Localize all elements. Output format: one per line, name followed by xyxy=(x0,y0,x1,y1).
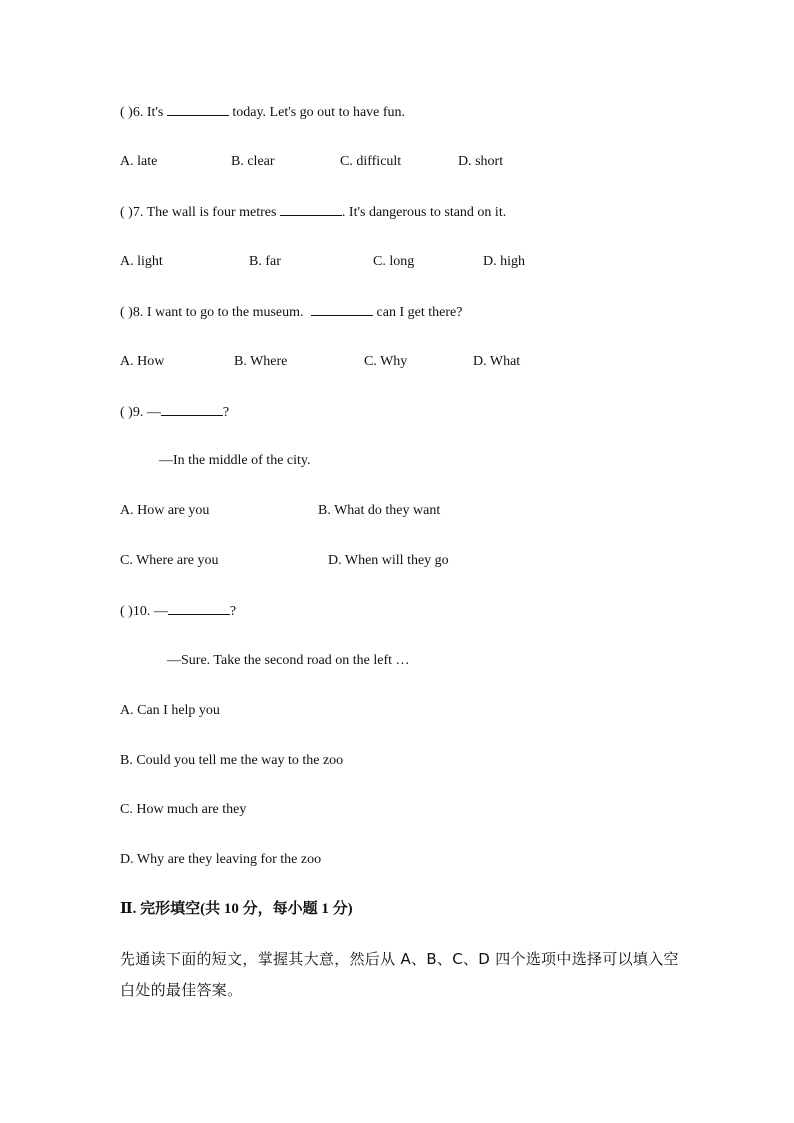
option-b: B. far xyxy=(249,254,281,269)
question-6-stem-end: today. Let's go out to have fun. xyxy=(232,105,406,120)
question-9 xyxy=(120,403,229,422)
question-10-stem: ( )10. — xyxy=(120,604,168,619)
question-8-stem-end: can I get there? xyxy=(376,305,463,320)
option-d: D. Why are they leaving for the zoo xyxy=(120,852,322,867)
question-9-reply: —In the middle of the city. xyxy=(159,453,311,468)
option-a: A. Can I help you xyxy=(120,703,220,718)
option-d: D. high xyxy=(483,254,525,269)
option-b: B. What do they want xyxy=(318,503,441,518)
section-heading: Ⅱ. 完形填空(共 10 分，每小题 1 分) xyxy=(120,901,353,917)
question-7-stem-end: . It's dangerous to stand on it. xyxy=(341,205,507,220)
option-a: A. light xyxy=(120,254,163,269)
answer-blank xyxy=(168,602,230,615)
option-d: D. What xyxy=(473,354,521,369)
section-instruction: 先通读下面的短文，掌握其大意，然后从 A、B、C、D 四个选项中选择可以填入空白处的最佳答案。 xyxy=(120,950,679,999)
question-9-stem: ( )9. — xyxy=(120,405,161,420)
question-10 xyxy=(120,602,236,621)
option-c: C. difficult xyxy=(340,154,402,169)
option-c: C. How much are they xyxy=(120,802,247,817)
option-c: C. Why xyxy=(364,354,408,369)
question-8-stem: ( )8. I want to go to the museum. xyxy=(120,305,304,320)
question-6 xyxy=(120,103,405,122)
option-a: A. How are you xyxy=(120,503,210,518)
option-b: B. clear xyxy=(231,154,275,169)
question-9-options-row-1 xyxy=(120,502,680,520)
option-c: C. Where are you xyxy=(120,553,219,568)
question-6-options xyxy=(120,153,680,171)
option-d: D. short xyxy=(458,154,504,169)
option-d: D. When will they go xyxy=(328,553,449,568)
option-a: A. How xyxy=(120,354,165,369)
question-7 xyxy=(120,203,506,222)
question-8-options xyxy=(120,353,680,371)
question-10-reply: —Sure. Take the second road on the left … xyxy=(167,653,410,668)
answer-blank xyxy=(161,403,223,416)
answer-blank xyxy=(280,203,342,216)
option-a: A. late xyxy=(120,154,158,169)
question-10-stem-end: ? xyxy=(229,604,237,619)
question-9-stem-end: ? xyxy=(222,405,230,420)
question-6-stem: ( )6. It's xyxy=(120,105,164,120)
question-7-stem: ( )7. The wall is four metres xyxy=(120,205,277,220)
answer-blank xyxy=(167,103,229,116)
question-9-options-row-2 xyxy=(120,552,680,570)
question-7-options xyxy=(120,253,680,271)
option-b: B. Could you tell me the way to the zoo xyxy=(120,753,344,768)
question-8 xyxy=(120,303,462,322)
option-c: C. long xyxy=(373,254,415,269)
option-b: B. Where xyxy=(234,354,288,369)
answer-blank xyxy=(311,303,373,316)
